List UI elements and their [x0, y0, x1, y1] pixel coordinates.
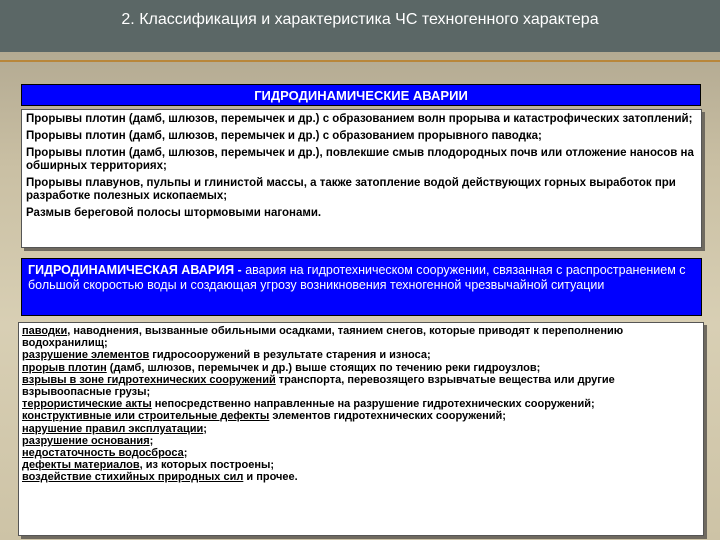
cause-term: разрушение основания: [22, 434, 150, 447]
list-item: [22, 459, 700, 471]
definition-box: [21, 258, 702, 316]
list-item: Прорывы плотин (дамб, шлюзов, перемычек и др.) с образованием прорывного паводка;: [26, 130, 542, 142]
list-item: Размыв береговой полосы штормовыми нагонами.: [26, 207, 322, 219]
cause-text: и прочее.: [243, 471, 298, 484]
cause-term: нарушение правил эксплуатации: [22, 422, 204, 435]
list-item: [22, 325, 700, 349]
hydrodynamic-accidents-list: [21, 109, 702, 248]
cause-text: элементов гидротехнических сооружений;: [269, 410, 506, 423]
list-item: [22, 423, 700, 435]
list-item: [22, 410, 700, 422]
list-item: [22, 435, 700, 447]
cause-text: , наводнения, вызванные обильными осадками, таянием снегов, которые приводят к переполнению водохранилищ;: [22, 325, 624, 350]
list-item: [22, 374, 700, 398]
cause-text: ;: [183, 447, 188, 460]
list-item: [22, 398, 700, 410]
cause-term: недостаточность водосброса: [22, 447, 184, 460]
causes-list: [18, 322, 704, 536]
cause-term: дефекты материалов: [22, 459, 140, 472]
divider-line: [0, 60, 720, 62]
list-item: [22, 471, 700, 483]
cause-text: транспорта, перевозящего взрывчатые вещества или другие взрывоопасные грузы;: [22, 373, 615, 399]
cause-term: взрывы в зоне гидротехнических сооружений: [22, 373, 276, 386]
definition-term: ГИДРОДИНАМИЧЕСКАЯ АВАРИЯ -: [28, 263, 246, 277]
cause-term: паводки: [22, 325, 68, 337]
cause-term: конструктивные или строительные дефекты: [22, 410, 270, 423]
cause-term: воздействие стихийных природных сил: [22, 471, 244, 484]
cause-text: ;: [149, 434, 154, 447]
list-item: [22, 447, 700, 459]
list-item: Прорывы плавунов, пульпы и глинистой массы, а также затопление водой действующих горных выработок при разработке полезных ископаемых;: [26, 177, 676, 202]
title-bar: [0, 0, 720, 52]
cause-text: непосредственно направленные на разрушение гидротехнических сооружений;: [151, 398, 595, 411]
list-item: [22, 349, 700, 361]
cause-text: гидросооружений в результате старения и износа;: [149, 349, 431, 362]
list-item: [22, 362, 700, 374]
list-item: Прорывы плотин (дамб, шлюзов, перемычек и др.) с образованием волн прорыва и катастрофических затоплений;: [26, 113, 693, 125]
list-item: Прорывы плотин (дамб, шлюзов, перемычек и др.), повлекшие смыв плодородных почв или отложение наносов на обширных территориях;: [26, 147, 694, 172]
definition-text: авария на гидротехническом сооружении, связанная с распространением с большой скоростью воды и создающая угрозу возникновения техногенной чрезвычайной ситуации: [28, 263, 686, 292]
cause-text: , из которых построены;: [139, 459, 275, 472]
cause-term: террористические акты: [22, 398, 152, 411]
cause-term: прорыв плотин: [22, 361, 107, 374]
hydrodynamic-accidents-header: ГИДРОДИНАМИЧЕСКИЕ АВАРИИ: [21, 84, 701, 106]
cause-term: разрушение элементов: [22, 349, 150, 362]
cause-text: (дамб, шлюзов, перемычек и др.) выше стоящих по течению реки гидроузлов;: [106, 361, 541, 374]
cause-text: ;: [203, 422, 207, 435]
page-title: 2. Классификация и характеристика ЧС техногенного характера: [121, 11, 599, 28]
